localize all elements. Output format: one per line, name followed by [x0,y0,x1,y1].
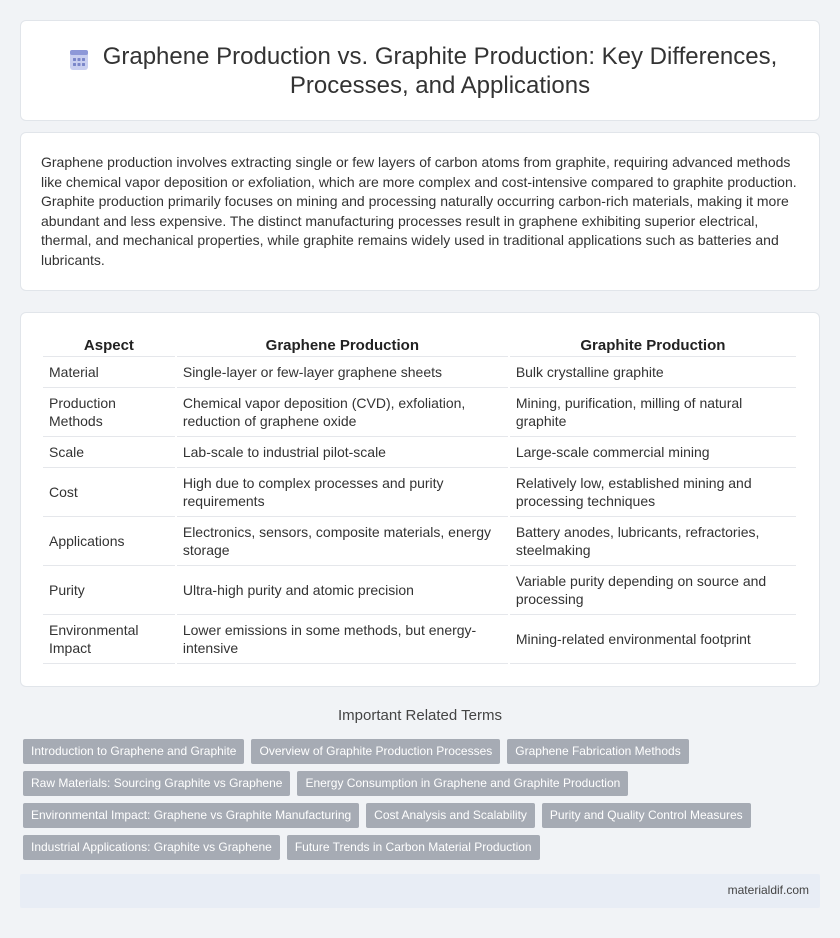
column-header-graphene: Graphene Production [177,333,508,357]
related-term-tag[interactable]: Cost Analysis and Scalability [366,803,535,828]
table-cell: High due to complex processes and purity requirements [177,468,508,517]
table-row [43,517,796,566]
table-row [43,468,796,517]
related-term-tag[interactable]: Environmental Impact: Graphene vs Graphite Manufacturing [23,803,359,828]
related-term-tag[interactable]: Purity and Quality Control Measures [542,803,751,828]
related-term-tag[interactable]: Introduction to Graphene and Graphite [23,739,244,764]
page-title: Graphene Production vs. Graphite Production: Key Differences, Processes, and Applications [102,42,778,99]
related-terms-heading: Important Related Terms [338,707,502,724]
table-cell: Electronics, sensors, composite materials, energy storage [177,517,508,566]
comparison-table-card [20,312,820,687]
table-cell: Relatively low, established mining and processing techniques [510,468,796,517]
tag-row [23,803,803,828]
tag-row [23,771,803,796]
tag-row [23,835,803,860]
related-term-tag[interactable]: Future Trends in Carbon Material Production [287,835,540,860]
table-cell: Environmental Impact [43,615,175,664]
table-cell: Bulk crystalline graphite [510,357,796,388]
related-term-tag[interactable]: Industrial Applications: Graphite vs Graphene [23,835,280,860]
table-cell: Scale [43,437,175,468]
table-header-row [43,333,796,357]
table-cell: Cost [43,468,175,517]
table-cell: Material [43,357,175,388]
footer-site-link[interactable]: materialdif.com [727,883,809,897]
table-cell: Lab-scale to industrial pilot-scale [177,437,508,468]
table-cell: Large-scale commercial mining [510,437,796,468]
column-header-graphite: Graphite Production [510,333,796,357]
intro-paragraph: Graphene production involves extracting single or few layers of carbon atoms from graphite, requiring advanced methods like chemical vapor deposition or exfoliation, which are more complex and cost-intensive compared to graphite production. Graphite production primarily focuses on mining and processing naturally occurring carbon-rich materials, making it more abundant and less expensive. The distinct manufacturing processes result in graphene exhibiting superior electrical, thermal, and mechanical properties, while graphite remains widely used in traditional applications such as batteries and lubricants. [41,154,797,268]
table-cell: Single-layer or few-layer graphene sheets [177,357,508,388]
table-cell: Applications [43,517,175,566]
related-term-tag[interactable]: Graphene Fabrication Methods [507,739,688,764]
table-row [43,615,796,664]
related-term-tag[interactable]: Overview of Graphite Production Processes [251,739,500,764]
table-cell: Battery anodes, lubricants, refractories, steelmaking [510,517,796,566]
related-terms-list [23,739,803,867]
table-row [43,566,796,615]
table-row [43,357,796,388]
table-cell: Purity [43,566,175,615]
comparison-table [41,333,798,664]
table-cell: Ultra-high purity and atomic precision [177,566,508,615]
table-cell: Mining-related environmental footprint [510,615,796,664]
footer-bar [20,874,820,908]
intro-card [20,132,820,291]
related-term-tag[interactable]: Raw Materials: Sourcing Graphite vs Graphene [23,771,290,796]
tag-row [23,739,803,764]
table-cell: Mining, purification, milling of natural graphite [510,388,796,437]
table-cell: Production Methods [43,388,175,437]
table-row [43,388,796,437]
related-term-tag[interactable]: Energy Consumption in Graphene and Graphite Production [297,771,628,796]
table-row [43,437,796,468]
header-card [20,20,820,121]
table-cell: Chemical vapor deposition (CVD), exfoliation, reduction of graphene oxide [177,388,508,437]
table-cell: Variable purity depending on source and processing [510,566,796,615]
table-cell: Lower emissions in some methods, but energy-intensive [177,615,508,664]
column-header-aspect: Aspect [43,333,175,357]
